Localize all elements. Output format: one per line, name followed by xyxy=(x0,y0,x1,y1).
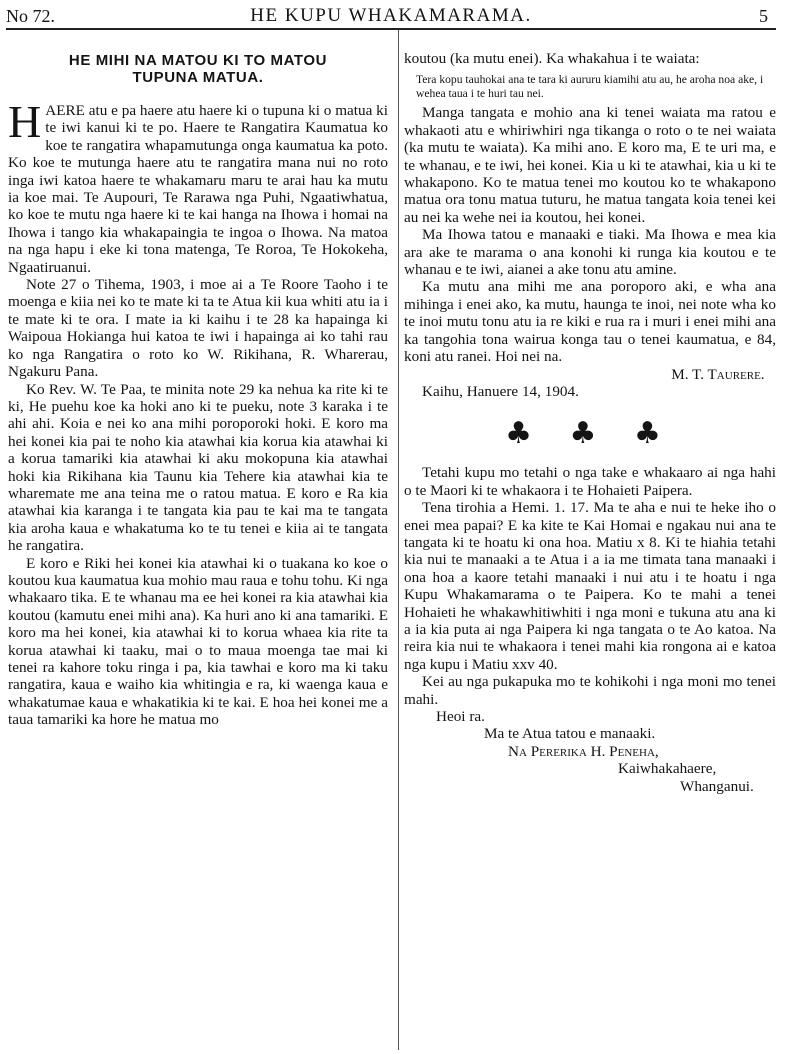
paragraph: koutou (ka mutu enei). Ka whakahua i te waiata: xyxy=(404,50,700,67)
signature: M. T. Taurere. xyxy=(671,365,765,383)
dateline: Kaihu, Hanuere 14, 1904. xyxy=(422,382,579,400)
paragraph: Tena tirohia a Hemi. 1. 17. Ma te aha e nui te heke iho o enei mea papai? E ka kite te Kai Homai e ngakau nui ana te tangata ki te hoatu ki ona hoa. Matiu x 8. Ki te hiahia tetahi kia nui te manaaki a te Atua i a ia me timata tana manaaki i ona hoa a kaore tetahi manaaki i nui atu i te hoatu i nga Kupu Whakamarama o te Paipera. Ko te mahi a tenei Hohaieti he whakawhitiwhiti i nga moni e tukuna atu ana ki a ia kia puta ai nga Paipera ki nga tangata o te Ao katoa. Na reira kia nui te whakaora i tenei mahi kia rongona ai e katoa nga kupu i Matiu xxv 40. xyxy=(404,499,776,673)
paragraph: Ko Rev. W. Te Paa, te minita note 29 ka nehua ka rite ki te ki, He puehu koe ka hoki ano ki te pueku, note 3 karaka i te ahi ahi. Koia e nei ko ana mihi poroporoki hoki. E koro ma hei konei kia pai te noho kia atawhai kia korua kia atawhai ki a korua tamariki kia atawhai ki aku mokopuna kia atawhai hoki kia Rikihana kia Taunu kia Tehere kia atawhai kia te wharemate me ana teina me o ratou matua. E koro e Ra kia atawhai kia karanga i te tangata kia pau te kai ma te tangata kia aroha kaua e whakatuma ko te tu tenei e kiia ai te tangata he rangatira. xyxy=(8,380,388,555)
issue-number: No 72. xyxy=(6,6,55,26)
paragraph: Kei au nga pukapuka mo te kohikohi i nga moni mo tenei mahi. xyxy=(404,673,776,708)
page-header xyxy=(6,2,776,30)
paragraph: Ma Ihowa tatou e manaaki e tiaki. Ma Ihowa e mea kia ara ake te marama o ana konohi ki runga kia koutou e te whanau e te iwi, aianei a ake tonu atu amine. xyxy=(404,226,776,279)
article-title xyxy=(8,52,388,86)
closing-line: Heoi ra. xyxy=(436,708,485,725)
drop-cap: H xyxy=(8,96,42,147)
column-divider xyxy=(398,30,399,1050)
left-column xyxy=(8,52,388,729)
closing-block xyxy=(404,708,776,795)
article-title-line1: HE MIHI NA MATOU KI TO MATOU xyxy=(68,52,328,69)
paragraph: Tetahi kupu mo tetahi o nga take e whakaaro ai nga hahi o te Maori ki te whakaora i te Hohaieti Paipera. xyxy=(404,464,776,499)
paragraph: Ka mutu ana mihi me ana poroporo aki, e wha ana mihinga i enei ako, ka mutu, haunga te inoi, nei note wha ko te inoi mutu tonu atu ia re kiki e rua ra i muri i enei mihi ana ka tangohia tona wairua konga tau o tenei kaumatua, e 84, koni atu ranei. Hoi nei na. xyxy=(404,278,776,366)
paragraph: Manga tangata e mohio ana ki tenei waiata ma ratou e whakaoti atu e whiriwhiri nga tikanga o roto o te nei waiata (ka mutu te waiata). Ka mihi ano. E koro ma, E te uri ma, e te whanau, e te iwi, hei konei. Kia u ki te atawhai, kia u ki te whakapono. Ko te matua tenei mo koutou ko te whakapono matua ora tonu matua tuturu, he matua tangata koia tenei kei au nei ka wehe nei ia koutou, hei konei. xyxy=(404,104,776,226)
paragraph-text: AERE atu e pa haere atu haere ki o tupuna ki o matua ki te iwi kanui ki te po. Haere te Rangatira Kaumatua ko koe te rangatira whapamutunga onga kaumatua ka poto. Ko koe te mutunga haere atu te rangatira mana nui no roto inga iwi katoa haere te whakamaru maru te arai hau ka mutu ia koe mai. Te Aupouri, Te Rarawa nga Puhi, Ngaatiwhatua, ko koe te mutu nga haere ki te kai hanga na Ihowa i homai na Ihowa i tango kia whakapaingia te ingoa o Ihowa. Na matoa na nga hapu i eke ki tona matenga, Te Roroa, Te Hokokeha, Ngaatiruanui. xyxy=(8,102,388,276)
right-column xyxy=(404,50,776,795)
closing-signature: Na Pererika H. Peneha, xyxy=(508,742,659,760)
paragraph xyxy=(8,96,388,276)
closing-line: Kaiwhakahaere, xyxy=(618,760,717,778)
article-title-line2: TUPUNA MATUA. xyxy=(132,69,264,86)
closing-line: Whanganui. xyxy=(680,777,754,795)
page-number: 5 xyxy=(759,6,768,26)
paragraph: Note 27 o Tihema, 1903, i moe ai a Te Roore Taoho i te moenga e kiia nei ko te mate ki ta te Atua kii kua whiti atu ia i te mate ki te ora. I mate ia ki kaihu i te 28 ka hapainga ki Waipoua Hokianga hui katoa te iwi i hapainga ai ko tahi rau ko nga Rangatira o roto ko W. Rikihana, R. Wharerau, Ngakuru Pana. xyxy=(8,276,388,381)
song-verse: Tera kopu tauhokai ana te tara ki aururu kiamihi atu au, he aroha noa ake, i wehea taua i te huri tau nei. xyxy=(416,73,764,100)
closing-line: Ma te Atua tatou e manaaki. xyxy=(484,725,656,743)
publication-title: HE KUPU WHAKAMARAMA. xyxy=(250,5,532,26)
paragraph: E koro e Riki hei konei kia atawhai ki o tuakana ko koe o koutou kua kaumatua kua mohio mau raua e tohu tohu. Ki nga whakaaro tika. E te whanau ma ee hei konei ra kia atawhai kia koutou (kamutu enei mihi ana). Ka huri ano ki ana tamariki. E koro ma hei konei, kia atawhai ki to korua whaea kia rite ta korua atawhai ki taaku, mai o to maua moenga tae mai ki tenei ra kahore toku ringa i pa, kia tawhai e koro ma ki taku rangatira, kaua e waiho kia whitingia e ra, ki waenga kaua e whakatumae kaua e whakatikia ki te kai. E hoa hei konei me a taua tamariki ka hore he matua mo xyxy=(8,554,388,729)
clubs-ornament-icon: ♣ ♣ ♣ xyxy=(505,416,675,452)
